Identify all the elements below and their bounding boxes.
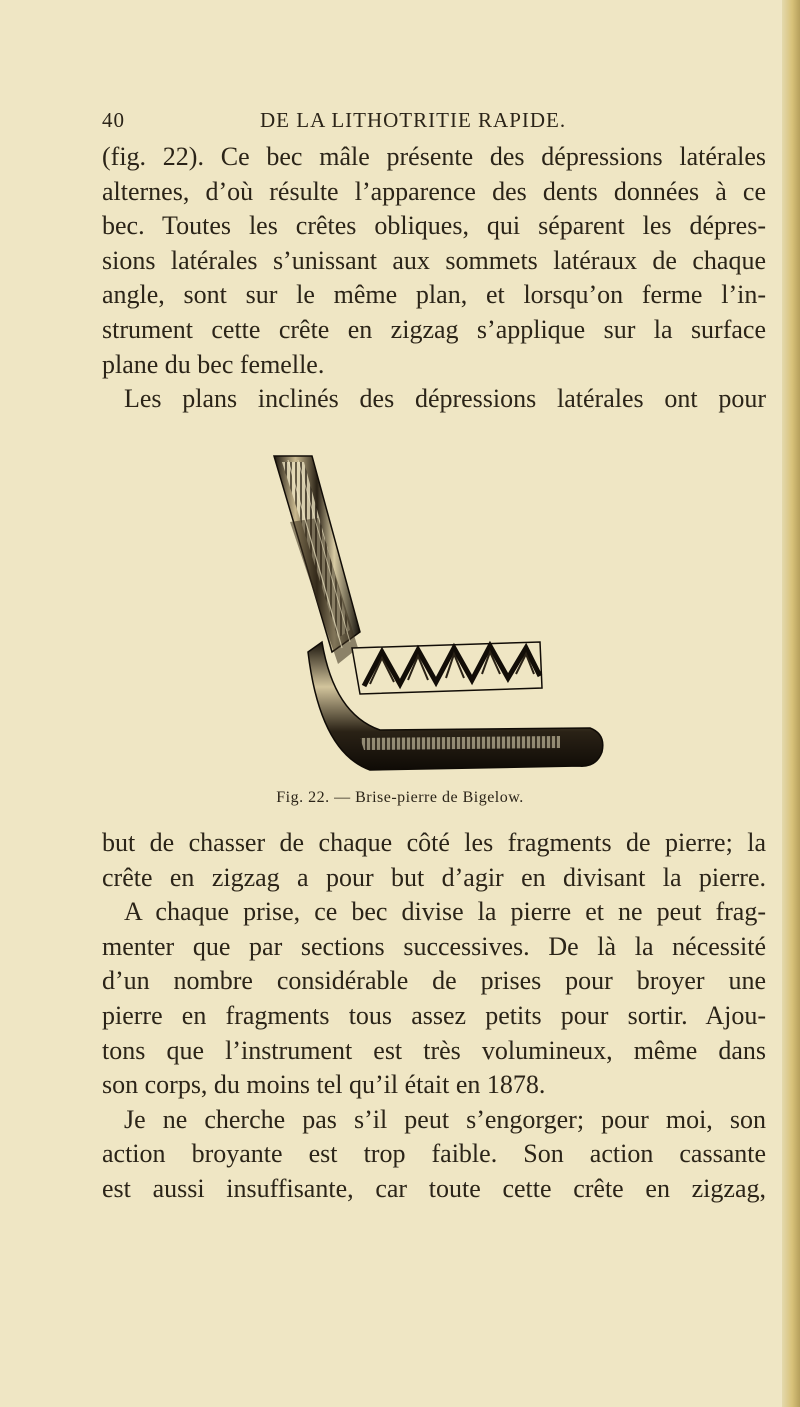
text-line: (fig. 22). Ce bec mâle présente des dépressions latérales [102,142,766,171]
text-line: but de chasser de chaque côté les fragments de pierre; la [102,828,766,857]
text-line: tons que l’instrument est très volumineux, même dans [102,1035,766,1065]
text-line: bec. Toutes les crêtes obliques, qui séparent les dépres- [102,211,766,241]
text-line: Les plans inclinés des dépressions latérales ont pour [124,384,766,414]
text-line: menter que par sections successives. De là la nécessité [102,931,766,961]
text-line: A chaque prise, ce bec divise la pierre et ne peut frag- [124,897,766,927]
text-line: Je ne cherche pas s’il peut s’engorger; pour moi, son [124,1104,766,1134]
text-line: action broyante est trop faible. Son action cassante [102,1139,766,1169]
instrument-illustration [260,452,620,782]
text-line: crête en zigzag a pour but d’agir en divisant la pierre. [102,862,766,892]
text-line: plane du bec femelle. [102,349,325,379]
text-line: angle, sont sur le même plan, et lorsqu’on ferme l’in- [102,280,766,310]
text-line: alternes, d’où résulte l’apparence des dents données à ce [102,176,766,206]
text-line: sions latérales s’unissant aux sommets latéraux de chaque [102,245,766,275]
running-title: DE LA LITHOTRITIE RAPIDE. [260,108,567,132]
text-line: son corps, du moins tel qu’il était en 1878. [102,1070,546,1100]
text-line: strument cette crête en zigzag s’applique sur la surface [102,314,766,344]
paragraph-bottom [102,826,766,1207]
page-number: 40 [102,108,125,132]
text-line: est aussi insuffisante, car toute cette crête en zigzag, [102,1173,766,1203]
running-head [102,108,762,136]
paragraph-top [102,140,766,417]
text-line: pierre en fragments tous assez petits pour sortir. Ajou- [102,1000,766,1030]
figure-caption: Fig. 22. — Brise-pierre de Bigelow. [276,789,524,806]
text-line: d’un nombre considérable de prises pour broyer une [102,966,766,996]
